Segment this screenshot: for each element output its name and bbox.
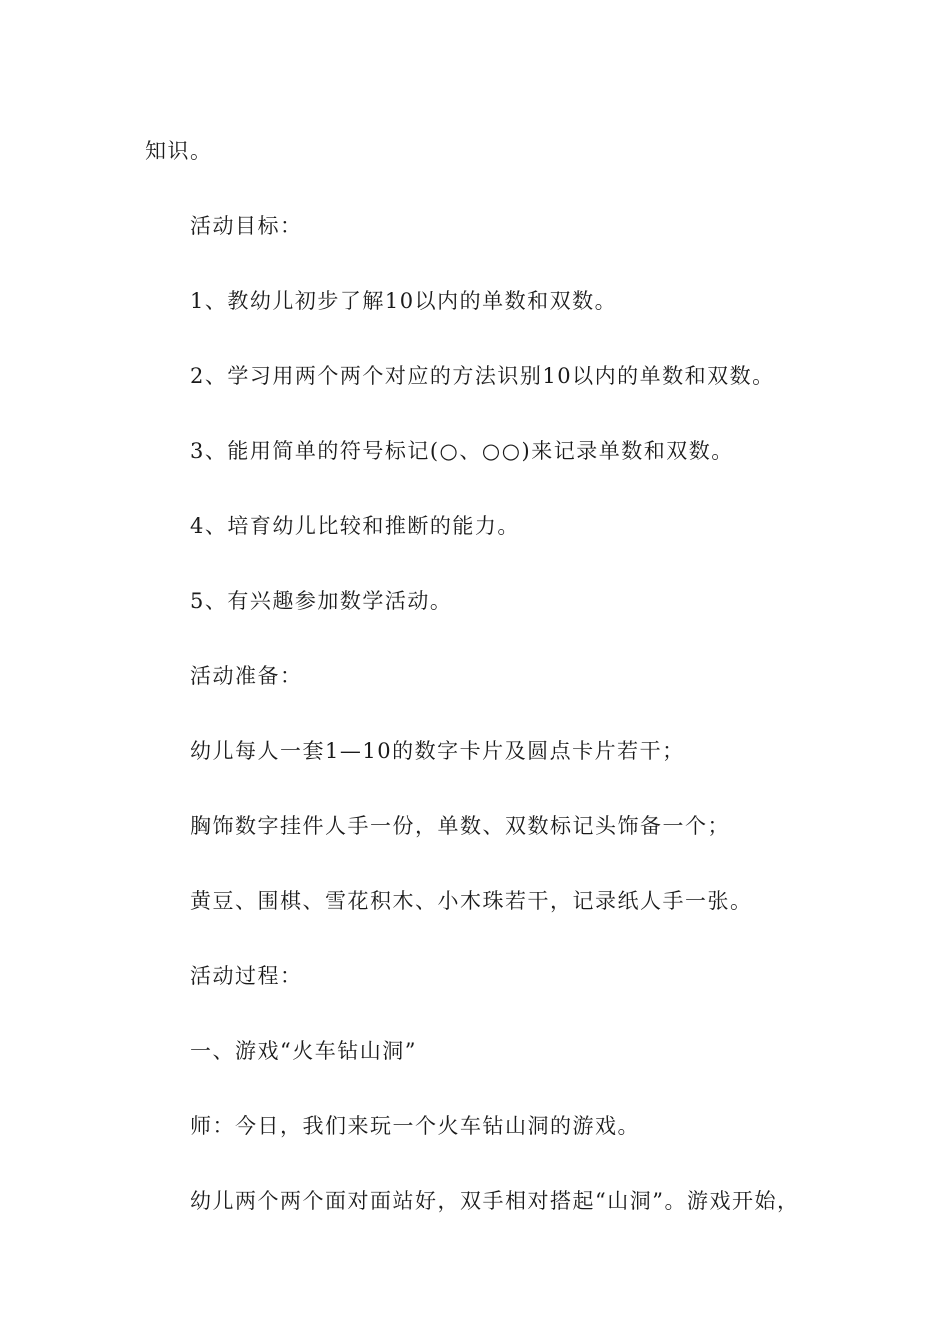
heading-activity-goals: 活动目标： xyxy=(190,214,303,238)
preparation-item-2: 胸饰数字挂件人手一份，单数、双数标记头饰备一个； xyxy=(190,814,730,838)
goal-item-5: 5、有兴趣参加数学活动。 xyxy=(190,589,453,613)
heading-activity-preparation: 活动准备： xyxy=(190,664,303,688)
preparation-item-1: 幼儿每人一套1—10的数字卡片及圆点卡片若干； xyxy=(190,739,685,763)
goal-item-3: 3、能用简单的符号标记(○、○○)来记录单数和双数。 xyxy=(190,439,734,463)
goal-item-4: 4、培育幼儿比较和推断的能力。 xyxy=(190,514,520,538)
preparation-item-3: 黄豆、围棋、雪花积木、小木珠若干，记录纸人手一张。 xyxy=(190,889,753,913)
teacher-dialogue: 师：今日，我们来玩一个火车钻山洞的游戏。 xyxy=(190,1114,640,1138)
paragraph-continuation: 知识。 xyxy=(145,139,213,163)
goal-item-1: 1、教幼儿初步了解10以内的单数和双数。 xyxy=(190,289,618,313)
process-step-1-title: 一、游戏“火车钻山洞” xyxy=(190,1039,417,1063)
heading-activity-process: 活动过程： xyxy=(190,964,303,988)
game-instruction: 幼儿两个两个面对面站好，双手相对搭起“山洞”。游戏开始， xyxy=(190,1189,800,1213)
goal-item-2: 2、学习用两个两个对应的方法识别10以内的单数和双数。 xyxy=(190,364,775,388)
